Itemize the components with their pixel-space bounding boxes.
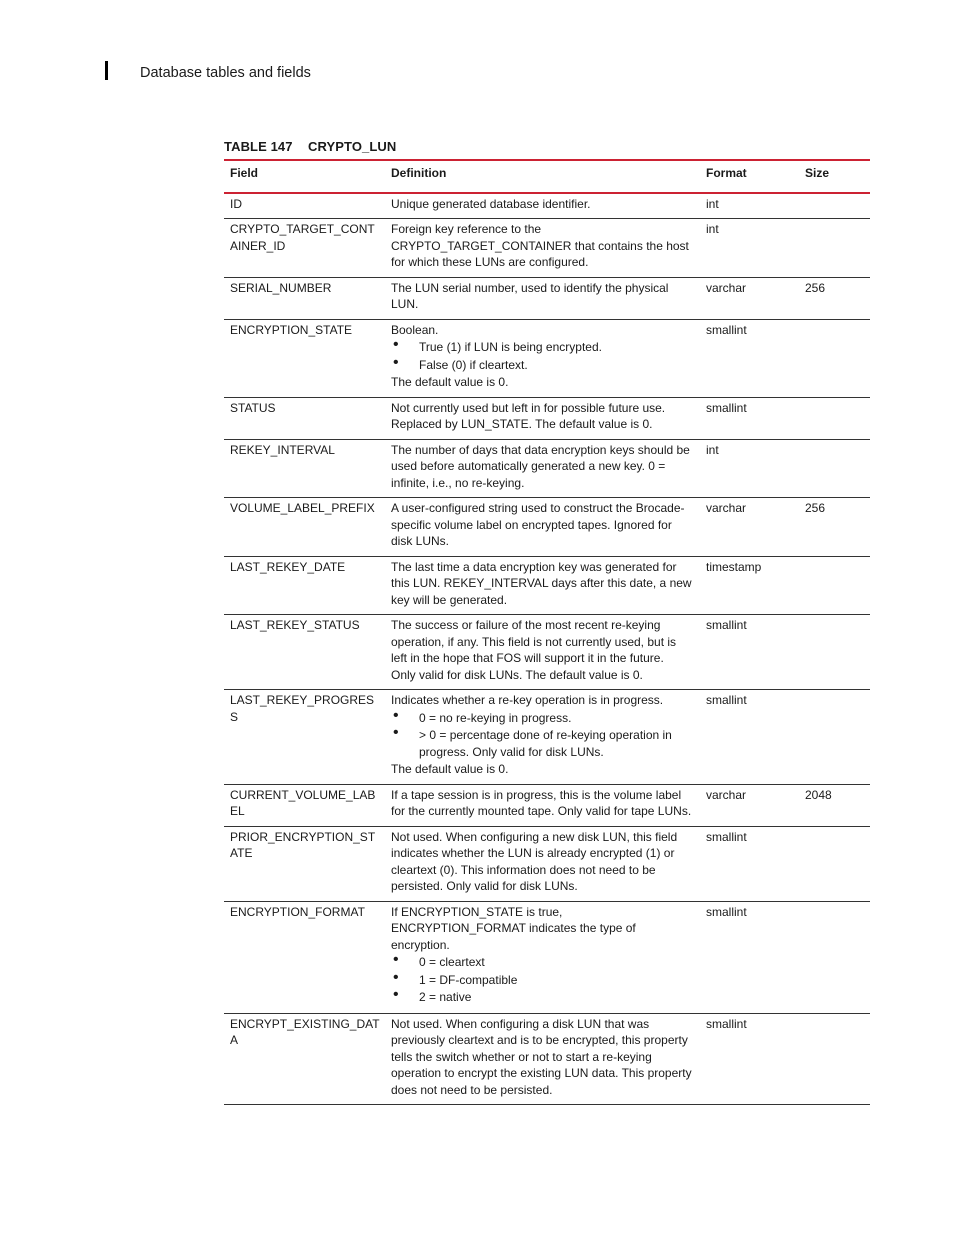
format-cell: varchar	[706, 787, 747, 802]
table-row	[224, 826, 870, 901]
format-cell: int	[706, 222, 719, 236]
table-caption	[224, 139, 396, 154]
field-name-cell: CRYPTO_TARGET_CONTAINER_ID	[230, 222, 375, 253]
column-header-definition: Definition	[391, 166, 447, 180]
size-cell	[799, 826, 870, 901]
definition-text: Not currently used but left in for possible future use. Replaced by LUN_STATE. The default value is 0.	[391, 400, 666, 431]
definition-cell	[385, 784, 700, 826]
format-cell: smallint	[706, 322, 747, 337]
definition-text: Indicates whether a re-key operation is in progress.	[391, 693, 664, 707]
definition-cell	[385, 498, 700, 557]
definition-bullet-item: • True (1) if LUN is being encrypted.	[391, 339, 694, 356]
definition-text: Boolean.	[391, 322, 439, 337]
definition-cell	[385, 219, 700, 278]
size-cell	[799, 193, 870, 219]
definition-bullet-item: • 0 = cleartext	[391, 954, 694, 971]
definition-note: The default value is 0.	[391, 762, 509, 776]
definition-text: Not used. When configuring a new disk LUN, this field indicates whether the LUN is already encrypted (1) or cleartext (0). This information does not need to be persisted. Only valid for disk LUNs.	[391, 829, 678, 893]
definition-bullet-item: • 0 = no re-keying in progress.	[391, 710, 694, 727]
size-cell	[799, 556, 870, 615]
field-name-cell: LAST_REKEY_PROGRESS	[230, 693, 375, 724]
table-row	[224, 1013, 870, 1105]
definition-text: If ENCRYPTION_STATE is true, ENCRYPTION_FORMAT indicates the type of encryption.	[391, 904, 636, 952]
definition-text: The last time a data encryption key was generated for this LUN. REKEY_INTERVAL days after this date, a new key will be generated.	[391, 559, 692, 607]
format-cell: smallint	[706, 693, 747, 707]
size-cell	[799, 397, 870, 439]
table-row	[224, 556, 870, 615]
definition-text: The success or failure of the most recent re-keying operation, if any. This field is not currently used, but is left in the hope that FOS will support it in the future.	[391, 618, 677, 665]
format-cell: smallint	[706, 829, 747, 844]
field-name-cell: ENCRYPT_EXISTING_DATA	[230, 1016, 380, 1047]
table-row	[224, 219, 870, 278]
size-cell	[799, 439, 870, 498]
definition-bullet-item: • > 0 = percentage done of re-keying operation in progress. Only valid for disk LUNs.	[391, 727, 694, 760]
definition-text: Not used. When configuring a disk LUN that was previously cleartext and is to be encrypted, this property tells the switch whether or not to start a re-keying operation to encrypt the existing LUN data. This property does not need to be persisted.	[391, 1016, 692, 1097]
format-cell: smallint	[706, 904, 747, 919]
field-name-cell: STATUS	[230, 400, 276, 415]
definition-cell	[385, 690, 700, 785]
field-name-cell: PRIOR_ENCRYPTION_STATE	[230, 829, 376, 860]
definition-cell	[385, 901, 700, 1013]
definition-cell	[385, 1013, 700, 1105]
size-cell	[799, 219, 870, 278]
definition-cell	[385, 397, 700, 439]
definition-note: Only valid for disk LUNs. The default value is 0.	[391, 667, 643, 682]
definition-cell	[385, 826, 700, 901]
size-cell: 2048	[805, 787, 832, 802]
table-body	[224, 193, 870, 1105]
definition-text: The LUN serial number, used to identify the physical LUN.	[391, 280, 669, 311]
definition-cell	[385, 319, 700, 397]
definition-bullet-list	[391, 339, 694, 373]
format-cell: smallint	[706, 400, 747, 415]
table-row	[224, 690, 870, 785]
table-row	[224, 439, 870, 498]
size-cell	[799, 901, 870, 1013]
format-cell: varchar	[706, 280, 747, 295]
table-row	[224, 498, 870, 557]
field-name-cell: LAST_REKEY_DATE	[230, 559, 346, 574]
column-header-format: Format	[706, 166, 747, 180]
field-name-cell: ENCRYPTION_STATE	[230, 322, 353, 337]
definition-cell	[385, 439, 700, 498]
table-row	[224, 615, 870, 690]
definition-cell	[385, 615, 700, 690]
format-cell: int	[706, 196, 719, 211]
header-rule	[105, 61, 108, 80]
definition-text: A user-configured string used to construct the Brocade-specific volume label on encrypted tapes. Ignored for disk LUNs.	[391, 501, 685, 548]
definition-cell	[385, 193, 700, 219]
definition-text: The number of days that data encryption keys should be used before automatically generated a new key. 0 = infinite, i.e., no re-keying.	[391, 442, 690, 490]
page-header-title: Database tables and fields	[140, 65, 311, 81]
table-header-row	[224, 160, 870, 193]
definition-cell	[385, 277, 700, 319]
format-cell: smallint	[706, 618, 747, 632]
column-header-field: Field	[230, 166, 259, 180]
definition-bullet-list	[391, 954, 694, 1006]
field-name-cell: ID	[230, 196, 242, 211]
table-row	[224, 319, 870, 397]
definition-cell	[385, 556, 700, 615]
definition-text: If a tape session is in progress, this is the volume label for the currently mounted tape. Only valid for tape LUNs.	[391, 787, 692, 818]
definition-text: Unique generated database identifier.	[391, 196, 591, 211]
size-cell	[799, 690, 870, 785]
definition-text: Foreign key reference to the CRYPTO_TARGET_CONTAINER that contains the host for which these LUNs are configured.	[391, 222, 689, 269]
table-row	[224, 901, 870, 1013]
column-header-size: Size	[805, 166, 830, 180]
format-cell: int	[706, 442, 719, 457]
definition-bullet-item: • 1 = DF-compatible	[391, 972, 694, 989]
table-caption-name: CRYPTO_LUN	[308, 139, 397, 154]
size-cell	[799, 1013, 870, 1105]
field-name-cell: SERIAL_NUMBER	[230, 280, 332, 295]
table-row	[224, 193, 870, 219]
format-cell: timestamp	[706, 559, 762, 574]
table-row	[224, 784, 870, 826]
format-cell: smallint	[706, 1016, 747, 1031]
format-cell: varchar	[706, 501, 747, 515]
field-name-cell: REKEY_INTERVAL	[230, 442, 335, 457]
size-cell	[799, 319, 870, 397]
table-row	[224, 277, 870, 319]
field-name-cell: ENCRYPTION_FORMAT	[230, 904, 365, 919]
definition-note: The default value is 0.	[391, 375, 509, 389]
definition-bullet-item: • False (0) if cleartext.	[391, 357, 694, 374]
field-name-cell: VOLUME_LABEL_PREFIX	[230, 501, 375, 515]
table-caption-label: TABLE 147	[224, 139, 293, 154]
definition-bullet-item: • 2 = native	[391, 989, 694, 1006]
table-row	[224, 397, 870, 439]
crypto-lun-table	[224, 159, 870, 1105]
size-cell	[799, 615, 870, 690]
size-cell: 256	[805, 501, 826, 515]
field-name-cell: LAST_REKEY_STATUS	[230, 618, 360, 632]
definition-bullet-list	[391, 710, 694, 761]
size-cell: 256	[805, 280, 826, 295]
field-name-cell: CURRENT_VOLUME_LABEL	[230, 787, 376, 818]
